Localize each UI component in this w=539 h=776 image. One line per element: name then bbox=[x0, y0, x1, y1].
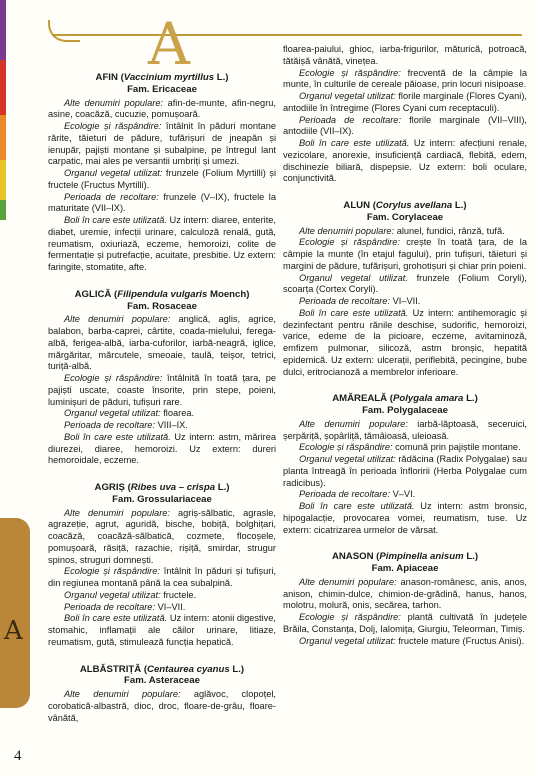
plant-entry bbox=[283, 200, 527, 378]
paragraph-text: VI–VII. bbox=[155, 601, 186, 612]
paragraph-text: frunzele (Folium Coryli), scoarța (Cortex Coryli). bbox=[283, 272, 527, 295]
entry-title: ALUN (Corylus avellana L.) bbox=[343, 200, 467, 211]
paragraph-label: Boli în care este utilizată. bbox=[64, 215, 167, 225]
paragraph-label: Ecologie și răspândire: bbox=[64, 121, 162, 131]
paragraph-text: Uz intern: antihemoragic și dezinfectant pentru rănile deschise, sudorific, hemoroizi, varice, edeme de la picioare, eczeme, avitaminoză, emfizem pulmonar, silicoză, astm bronșic, hepatită epidemică. Uz extern: ulcerații, periflebită, pecingine, bube dulci, eritrocianoză a membrelor inferioare. bbox=[283, 307, 527, 377]
right-column bbox=[283, 44, 527, 662]
entry-paragraph bbox=[48, 98, 276, 122]
entry-paragraph bbox=[48, 215, 276, 274]
paragraph-label: Ecologie și răspândire: bbox=[64, 373, 163, 383]
entry-paragraph bbox=[48, 590, 276, 602]
author: L. bbox=[216, 72, 226, 83]
latin-name: Filipendula vulgaris bbox=[117, 288, 208, 300]
paragraph-text: floarea. bbox=[160, 408, 195, 419]
paragraph-label: Organul vegetal utilizat: bbox=[64, 168, 163, 178]
paragraph-text: afin-de-munte, afin-negru, asine, coacăză, cucuzie, pomușoară. bbox=[48, 97, 276, 120]
family-name: Fam. Apiaceae bbox=[371, 563, 439, 574]
paragraph-label: Perioada de recoltare: bbox=[299, 114, 402, 125]
paragraph-label: Perioada de recoltare: bbox=[64, 420, 156, 430]
family-name: Fam. Corylaceae bbox=[366, 211, 444, 223]
paragraph-text: Uz intern: astm, mărirea diurezei, diaree, hemoroizi. Uz extern: dureri hemoroidale, eczeme. bbox=[48, 431, 276, 466]
paragraph-text: anglică, aglis, agrice, balabon, barba-caprei, cârtite, coada-mielului, ferega-albă, ferigea-albă, iarba-cuforilor, iarbă-neagră, iglice, mărgăritar, mărcutele, smeoaie, taulă, teișor, tetrici, turiță-albă. bbox=[48, 314, 276, 372]
plant-entry bbox=[48, 482, 276, 649]
plant-entry bbox=[283, 551, 527, 647]
entry-paragraph bbox=[48, 566, 276, 590]
paragraph-label: Boli în care este utilizată. bbox=[299, 501, 415, 511]
paragraph-text: întâlnit în păduri și tufișuri, din regiunea montană până la cea subalpină. bbox=[48, 566, 276, 588]
entry-paragraph bbox=[48, 121, 276, 168]
author: L. bbox=[217, 482, 227, 493]
entry-paragraph bbox=[48, 373, 276, 408]
entry-paragraph bbox=[283, 454, 527, 489]
paragraph-text: Uz intern: afecțiuni renale, vezicolare, anorexie, insuficiență cardiacă, flebită, edem, dischinezie biliară, dispepsie. Uz extern: boli oculare, conjunctivită. bbox=[283, 138, 527, 184]
plant-entry bbox=[48, 289, 276, 467]
edge-color-strip bbox=[0, 160, 6, 200]
plant-entry bbox=[283, 44, 527, 185]
family-name: Fam. Grossulariaceae bbox=[112, 493, 212, 505]
left-column bbox=[48, 72, 276, 739]
plant-name: AGLICĂ bbox=[74, 288, 112, 300]
entry-paragraph bbox=[283, 442, 527, 454]
entry-paragraph bbox=[283, 501, 527, 536]
entry-title: AMĂREALĂ (Polygala amara L.) bbox=[332, 393, 478, 405]
page-number: 4 bbox=[14, 748, 22, 764]
paragraph-text: frunzele (V–IX), fructele la maturitate (VII–IX). bbox=[48, 191, 276, 214]
paragraph-label: Ecologie și răspândire: bbox=[64, 566, 160, 577]
paragraph-label: Alte denumiri populare: bbox=[64, 507, 170, 518]
entry-paragraph bbox=[283, 489, 527, 501]
plant-entry bbox=[48, 664, 276, 725]
plant-name: ANASON bbox=[331, 551, 374, 563]
plant-name: AGRIȘ bbox=[94, 482, 125, 493]
plant-name: ALBĂSTRIȚĂ bbox=[79, 663, 142, 675]
paragraph-text: florile marginale (Flores Cyani), antodiile în întregime (Flores Cyani cum receptaculi). bbox=[283, 91, 527, 113]
paragraph-label: Organul vegetal utilizat: bbox=[299, 91, 396, 101]
entry-title: ALBĂSTRIȚĂ (Centaurea cyanus L.) bbox=[79, 663, 245, 675]
paragraph-label: Boli în care este utilizată. bbox=[299, 138, 410, 148]
entry-title: AGLICĂ (Filipendula vulgaris Moench) bbox=[74, 288, 250, 300]
paragraph-label: Alte denumiri populare: bbox=[299, 418, 408, 429]
paragraph-label: Alte denumiri populare: bbox=[64, 314, 171, 325]
paragraph-text: fructele mature (Fructus Anisi). bbox=[395, 635, 525, 646]
entry-title: ANASON (Pimpinella anisum L.) bbox=[331, 551, 479, 563]
side-index-tab bbox=[0, 518, 30, 708]
paragraph-label: Ecologie și răspândire: bbox=[299, 442, 393, 453]
paragraph-text: frecventă de la câmpie la munte, în culturile de cereale păioase, prin locuri nisipoase. bbox=[283, 67, 527, 90]
entry-paragraph bbox=[283, 419, 527, 443]
latin-name: Vaccinium myrtillus bbox=[123, 72, 215, 83]
header-rule bbox=[52, 34, 522, 36]
plant-entry bbox=[48, 72, 276, 274]
paragraph-text: anason-românesc, anis, anos, anison, chimin-dulce, chimion-de-grădină, hanus, hanos, molotru, molură, onis, secărea, tarhon. bbox=[283, 576, 527, 611]
latin-name: Pimpinella anisum bbox=[379, 551, 464, 563]
author: L. bbox=[232, 663, 241, 675]
paragraph-label: Alte denumiri populare: bbox=[64, 97, 164, 108]
entry-paragraph bbox=[283, 296, 527, 308]
plant-name: AFIN bbox=[95, 72, 118, 83]
header-decoration bbox=[48, 20, 80, 42]
family-name: Fam. Rosaceae bbox=[127, 300, 197, 312]
family-name: Fam. Polygalaceae bbox=[362, 405, 448, 416]
paragraph-label: Alte denumiri populare: bbox=[64, 689, 181, 699]
entry-paragraph bbox=[48, 613, 276, 648]
entry-paragraph bbox=[48, 420, 276, 432]
paragraph-label: Organul vegetal utilizat: bbox=[299, 635, 396, 646]
entry-paragraph bbox=[283, 138, 527, 185]
section-letter: A bbox=[148, 10, 190, 78]
paragraph-text: Uz intern: atonii digestive, stomahic, inflamații ale căilor urinare, litiaze, reumatism, gută, stimulează funcția hepatică. bbox=[48, 613, 276, 647]
side-index-letter: A bbox=[4, 616, 23, 646]
paragraph-text: V–VI. bbox=[390, 489, 416, 500]
entry-paragraph bbox=[283, 273, 527, 297]
paragraph-label: Perioada de recoltare: bbox=[64, 191, 159, 202]
paragraph-text: iarbă-lăptoasă, seceruici, șerpăriță, șopârliță, tămâioasă, uleioasă. bbox=[283, 418, 527, 441]
latin-name: Polygala amara bbox=[392, 393, 464, 405]
paragraph-text: floarea-paiului, ghioc, iarba-frigurilor, măturică, potroacă, tătăișă vânătă, vinețea. bbox=[283, 44, 527, 66]
author: Moench bbox=[209, 288, 247, 300]
family-name: Fam. Ericaceae bbox=[127, 83, 197, 95]
paragraph-label: Perioada de recoltare: bbox=[64, 601, 156, 612]
paragraph-label: Ecologie și răspândire: bbox=[299, 237, 400, 248]
plant-name: ALUN bbox=[343, 200, 371, 211]
paragraph-label: Alte denumiri populare: bbox=[299, 576, 397, 587]
latin-name: Ribes uva – crispa bbox=[130, 482, 216, 493]
entry-paragraph bbox=[48, 508, 276, 567]
entry-paragraph bbox=[283, 612, 527, 636]
edge-color-strip bbox=[0, 115, 6, 160]
paragraph-text: agriș-sălbatic, agrasle, agrazeție, agrut, aguridă, bische, bobiță, bolghițari, coacăză, coacăză-sălbatică, cozmete, flocoșele, pomușoară, răsiță, razachie, rișiță, smirdar, strugur spinos, struguri domnești. bbox=[48, 507, 276, 565]
paragraph-label: Boli în care este utilizată. bbox=[64, 431, 171, 442]
entry-paragraph bbox=[283, 115, 527, 139]
entry-paragraph bbox=[283, 226, 527, 238]
paragraph-text: frunzele (Folium Myrtilli) și fructele (Fructus Myrtilli). bbox=[48, 168, 276, 190]
entry-paragraph bbox=[48, 602, 276, 614]
paragraph-text: plantă cultivată în județele Brăila, Constanța, Dolj, Ialomița, Giurgiu, Teleorman, Timiș. bbox=[283, 612, 527, 634]
entry-paragraph bbox=[283, 44, 527, 68]
entry-paragraph bbox=[48, 168, 276, 192]
entry-paragraph bbox=[283, 91, 527, 115]
paragraph-label: Perioada de recoltare: bbox=[299, 296, 391, 306]
author: L. bbox=[454, 200, 464, 211]
paragraph-text: Uz intern: astm bronsic, hipogalacție, provocarea vomei, reumatism, tuse. Uz extern: cicatrizarea urmelor de vărsat. bbox=[283, 501, 527, 535]
plant-entry bbox=[283, 393, 527, 536]
paragraph-label: Organul vegetal utilizat: bbox=[64, 408, 161, 419]
paragraph-label: Boli în care este utilizată. bbox=[299, 307, 409, 318]
author: L. bbox=[466, 393, 475, 405]
latin-name: Centaurea cyanus bbox=[147, 663, 230, 675]
paragraph-label: Boli în care este utilizată. bbox=[64, 613, 168, 624]
paragraph-label: Organul vegetal utilizat. bbox=[299, 272, 408, 283]
paragraph-text: fructele. bbox=[160, 589, 197, 600]
paragraph-label: Alte denumiri populare: bbox=[299, 225, 395, 236]
entry-paragraph bbox=[48, 432, 276, 467]
paragraph-text: Uz intern: diaree, enterite, diabet, uremie, infecții urinare, calculoză renală, gută, reumatism, oxiuriază, eczeme, hemoroizi, colite de fermentație și putrefacție, acuitate, presbitie. Uz extern: faringite, stomatite, afte. bbox=[48, 215, 276, 272]
paragraph-text: rădăcina (Radix Polygalae) sau planta întreagă în perioada înfloririi (Herba Polygalae cum radicibus). bbox=[283, 454, 527, 488]
entry-paragraph bbox=[283, 577, 527, 612]
entry-paragraph bbox=[283, 308, 527, 379]
entry-title: AGRIȘ (Ribes uva – crispa L.) bbox=[94, 482, 230, 493]
entry-title: AFIN (Vaccinium myrtillus L.) bbox=[95, 72, 229, 83]
entry-paragraph bbox=[48, 314, 276, 373]
paragraph-label: Ecologie și răspândire: bbox=[299, 67, 401, 78]
paragraph-text: aglăvoc, clopoțel, corobatică-albastră, dioc, droc, floare-de-grâu, floare-vânătă, bbox=[48, 689, 277, 723]
paragraph-text: comună prin pajiștile montane. bbox=[392, 442, 521, 453]
edge-color-strip bbox=[0, 0, 6, 60]
paragraph-label: Organul vegetal utilizat: bbox=[64, 589, 161, 600]
paragraph-text: întâlnit în păduri montane rărite, tăieturi de pădure, tufărișuri de jneapăn și ienupăr, pajiști montane și subalpine, pe întregul lant carpatic, mai ales pe versantii umbriți și umezi. bbox=[48, 121, 276, 167]
paragraph-text: VIII–IX. bbox=[155, 420, 188, 430]
paragraph-text: întâlnită în toată țara, pe pajiști uscate, coaste însorite, prin stepe, poieni, luminișuri de păduri, tufișuri rare. bbox=[48, 373, 276, 407]
entry-paragraph bbox=[48, 408, 276, 420]
entry-paragraph bbox=[283, 636, 527, 648]
edge-color-strip bbox=[0, 200, 6, 220]
paragraph-label: Perioada de recoltare: bbox=[299, 489, 391, 500]
paragraph-text: alunel, fundici, rânză, tufă. bbox=[394, 225, 505, 236]
family-name: Fam. Asteraceae bbox=[124, 675, 200, 687]
entry-paragraph bbox=[48, 192, 276, 216]
author: L. bbox=[466, 551, 475, 563]
latin-name: Corylus avellana bbox=[375, 200, 453, 211]
entry-paragraph bbox=[48, 689, 276, 724]
entry-paragraph bbox=[283, 68, 527, 92]
edge-color-strip bbox=[0, 60, 6, 115]
entry-paragraph bbox=[283, 237, 527, 272]
paragraph-label: Ecologie și răspândire: bbox=[299, 612, 401, 622]
plant-name: AMĂREALĂ bbox=[332, 393, 388, 405]
paragraph-text: VI–VII. bbox=[390, 296, 421, 306]
paragraph-text: crește în toată țara, de la câmpie la munte (în etajul fagului), prin tufișuri, tăieturi și margini de pădure, tufărișuri, grohotișuri și chiar prin poieni. bbox=[283, 237, 527, 271]
paragraph-text: florile marginale (VII–VIII), antodiile (VII–IX). bbox=[283, 114, 528, 137]
paragraph-label: Organul vegetal utilizat: bbox=[299, 454, 396, 464]
